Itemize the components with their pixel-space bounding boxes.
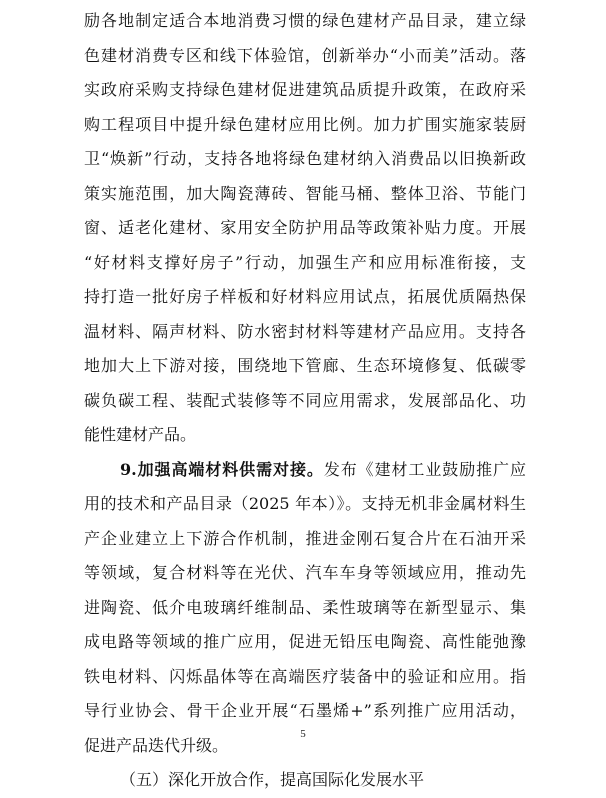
text-line: 用的技术和产品目录（2025 年本）》。支持无机非金属材料生 [84,494,526,513]
text-line: 策实施范围，加大陶瓷薄砖、智能马桶、整体卫浴、节能门 [84,183,526,203]
text-line: 等领域，复合材料等在光伏、汽车车身等领域应用，推动先 [84,563,526,582]
text-line: 地加大上下游对接，围绕地下管廊、生态环境修复、低碳零 [84,356,526,375]
text-line: 促进产品迭代升级。 [84,735,229,755]
item-heading: 9.加强高端材料供需对接。 [120,459,324,479]
paragraph-first-line [84,453,526,488]
text-line: 励各地制定适合本地消费习惯的绿色建材产品目录，建立绿 [84,11,526,30]
item-heading-continuation: 发布《建材工业鼓励推广应 [323,459,526,479]
text-line: 窗、适老化建材、家用安全防护用品等政策补贴力度。开展 [84,218,526,237]
text-line: 色建材消费专区和线下体验馆，创新举办“小而美”活动。落 [84,45,526,65]
text-line: “好材料支撑好房子”行动，加强生产和应用标准衔接，支 [84,252,526,272]
section-heading: （五）深化开放合作，提高国际化发展水平 [120,770,425,789]
body-text [84,4,526,798]
text-line: 进陶瓷、低介电玻璃纤维制品、柔性玻璃等在新型显示、集 [84,597,526,617]
text-line: 导行业协会、骨干企业开展“石墨烯+”系列推广应用活动， [84,701,526,720]
text-line: 成电路等领域的推广应用，促进无铅压电陶瓷、高性能弛豫 [84,632,526,651]
text-line: 购工程项目中提升绿色建材应用比例。加力扩围实施家装厨 [84,114,526,134]
text-line: 温材料、隔声材料、防水密封材料等建材产品应用。支持各 [84,321,526,341]
page-number: 5 [300,728,306,740]
paragraph-high-end-materials [84,453,526,764]
text-line: 碳负碳工程、装配式装修等不同应用需求，发展部品化、功 [84,390,526,410]
text-line: 能性建材产品。 [84,425,197,444]
text-line: 产企业建立上下游合作机制，推进金刚石复合片在石油开采 [84,528,526,548]
text-line: 卫“焕新”行动，支持各地将绿色建材纳入消费品以旧换新政 [84,149,526,168]
text-line: 铁电材料、闪烁晶体等在高端医疗装备中的验证和应用。指 [84,666,526,686]
text-line: 实政府采购支持绿色建材促进建筑品质提升政策，在政府采 [84,80,526,99]
paragraph-green-building-materials [84,4,526,453]
text-line: 持打造一批好房子样板和好材料应用试点，拓展优质隔热保 [84,287,526,306]
